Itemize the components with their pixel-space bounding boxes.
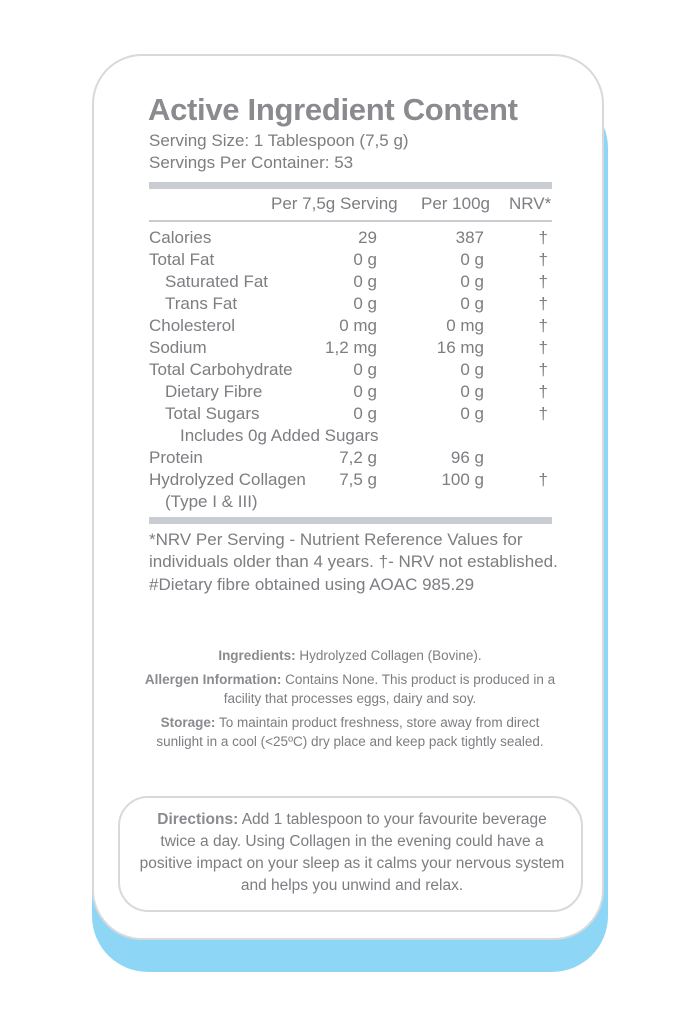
row-serving: 7,2 g [339, 448, 377, 467]
row-label: Hydrolyzed Collagen [149, 470, 306, 489]
row-serving: 7,5 g [339, 470, 377, 489]
storage-text: To maintain product freshness, store away from direct sunlight in a cool (<25ºC) dry place and keep pack tightly sealed. [156, 715, 544, 749]
directions-section [138, 809, 566, 897]
table-row [149, 250, 552, 272]
row-nrv: † [538, 272, 548, 291]
storage-label: Storage: [160, 715, 216, 730]
row-nrv: † [538, 338, 548, 357]
header-per-100g: Per 100g [421, 194, 490, 213]
row-nrv: † [538, 470, 548, 489]
row-label: Total Fat [149, 250, 215, 269]
allergen-label: Allergen Information: [144, 672, 282, 687]
servings-per-container: Servings Per Container: 53 [149, 153, 354, 172]
table-bottom-bar [149, 517, 552, 524]
row-nrv: † [538, 294, 548, 313]
table-row [149, 492, 552, 514]
row-serving: 0 g [353, 382, 377, 401]
directions-text: Add 1 tablespoon to your favourite beverage twice a day. Using Collagen in the evening could have a positive impact on your sleep as it calms your nervous system and helps you unwind and relax. [139, 811, 565, 894]
ingredients-label: Ingredients: [218, 648, 296, 663]
row-serving: 29 [358, 228, 377, 247]
directions-label: Directions: [157, 811, 239, 828]
serving-size: Serving Size: 1 Tablespoon (7,5 g) [149, 131, 409, 150]
row-label: Includes 0g Added Sugars [180, 426, 379, 445]
row-serving: 0 g [353, 250, 377, 269]
row-label: (Type I & III) [165, 492, 258, 511]
row-nrv: † [538, 228, 548, 247]
header-nrv: NRV* [509, 194, 552, 213]
table-row [149, 338, 552, 360]
nrv-footnote: *NRV Per Serving - Nutrient Reference Values for individuals older than 4 years. †- NRV not established. #Dietary fibre obtained using AOAC 985.29 [149, 530, 558, 594]
row-per100: 96 g [450, 448, 484, 467]
row-label: Protein [149, 448, 203, 467]
row-per100: 387 [455, 228, 484, 247]
row-label: Saturated Fat [165, 272, 269, 291]
table-top-bar [149, 182, 552, 189]
row-nrv: † [538, 250, 548, 269]
table-row [149, 470, 552, 492]
table-row [149, 228, 552, 250]
table-row [149, 404, 552, 426]
table-row [149, 382, 552, 404]
row-per100: 0 g [460, 404, 484, 423]
header-divider [149, 220, 552, 222]
row-per100: 100 g [441, 470, 484, 489]
table-row [149, 448, 552, 470]
row-per100: 0 g [460, 382, 484, 401]
table-row [149, 294, 552, 316]
table-row [149, 360, 552, 382]
row-serving: 0 g [353, 360, 377, 379]
table-row [149, 316, 552, 338]
row-serving: 1,2 mg [325, 338, 377, 357]
row-label: Total Carbohydrate [149, 360, 293, 379]
allergen-text: Contains None. This product is produced in a facility that processes eggs, dairy and soy. [223, 672, 556, 706]
ingredients-section [140, 646, 560, 665]
table-row [149, 272, 552, 294]
row-per100: 0 g [460, 294, 484, 313]
table-row [149, 426, 552, 448]
row-serving: 0 g [353, 272, 377, 291]
storage-section [140, 713, 560, 751]
row-label: Total Sugars [165, 404, 260, 423]
row-label: Sodium [149, 338, 207, 357]
row-label: Calories [149, 228, 212, 247]
row-serving: 0 mg [339, 316, 377, 335]
page-title: Active Ingredient Content [148, 92, 518, 127]
row-per100: 16 mg [436, 338, 484, 357]
row-label: Dietary Fibre [165, 382, 263, 401]
row-per100: 0 g [460, 360, 484, 379]
row-nrv: † [538, 360, 548, 379]
row-nrv: † [538, 382, 548, 401]
row-label: Cholesterol [149, 316, 235, 335]
row-nrv: † [538, 316, 548, 335]
header-per-serving: Per 7,5g Serving [271, 194, 398, 213]
row-nrv: † [538, 404, 548, 423]
ingredients-text: Hydrolyzed Collagen (Bovine). [299, 648, 482, 663]
allergen-section [140, 670, 560, 708]
row-label: Trans Fat [165, 294, 238, 313]
row-serving: 0 g [353, 294, 377, 313]
row-serving: 0 g [353, 404, 377, 423]
row-per100: 0 mg [446, 316, 484, 335]
row-per100: 0 g [460, 250, 484, 269]
row-per100: 0 g [460, 272, 484, 291]
